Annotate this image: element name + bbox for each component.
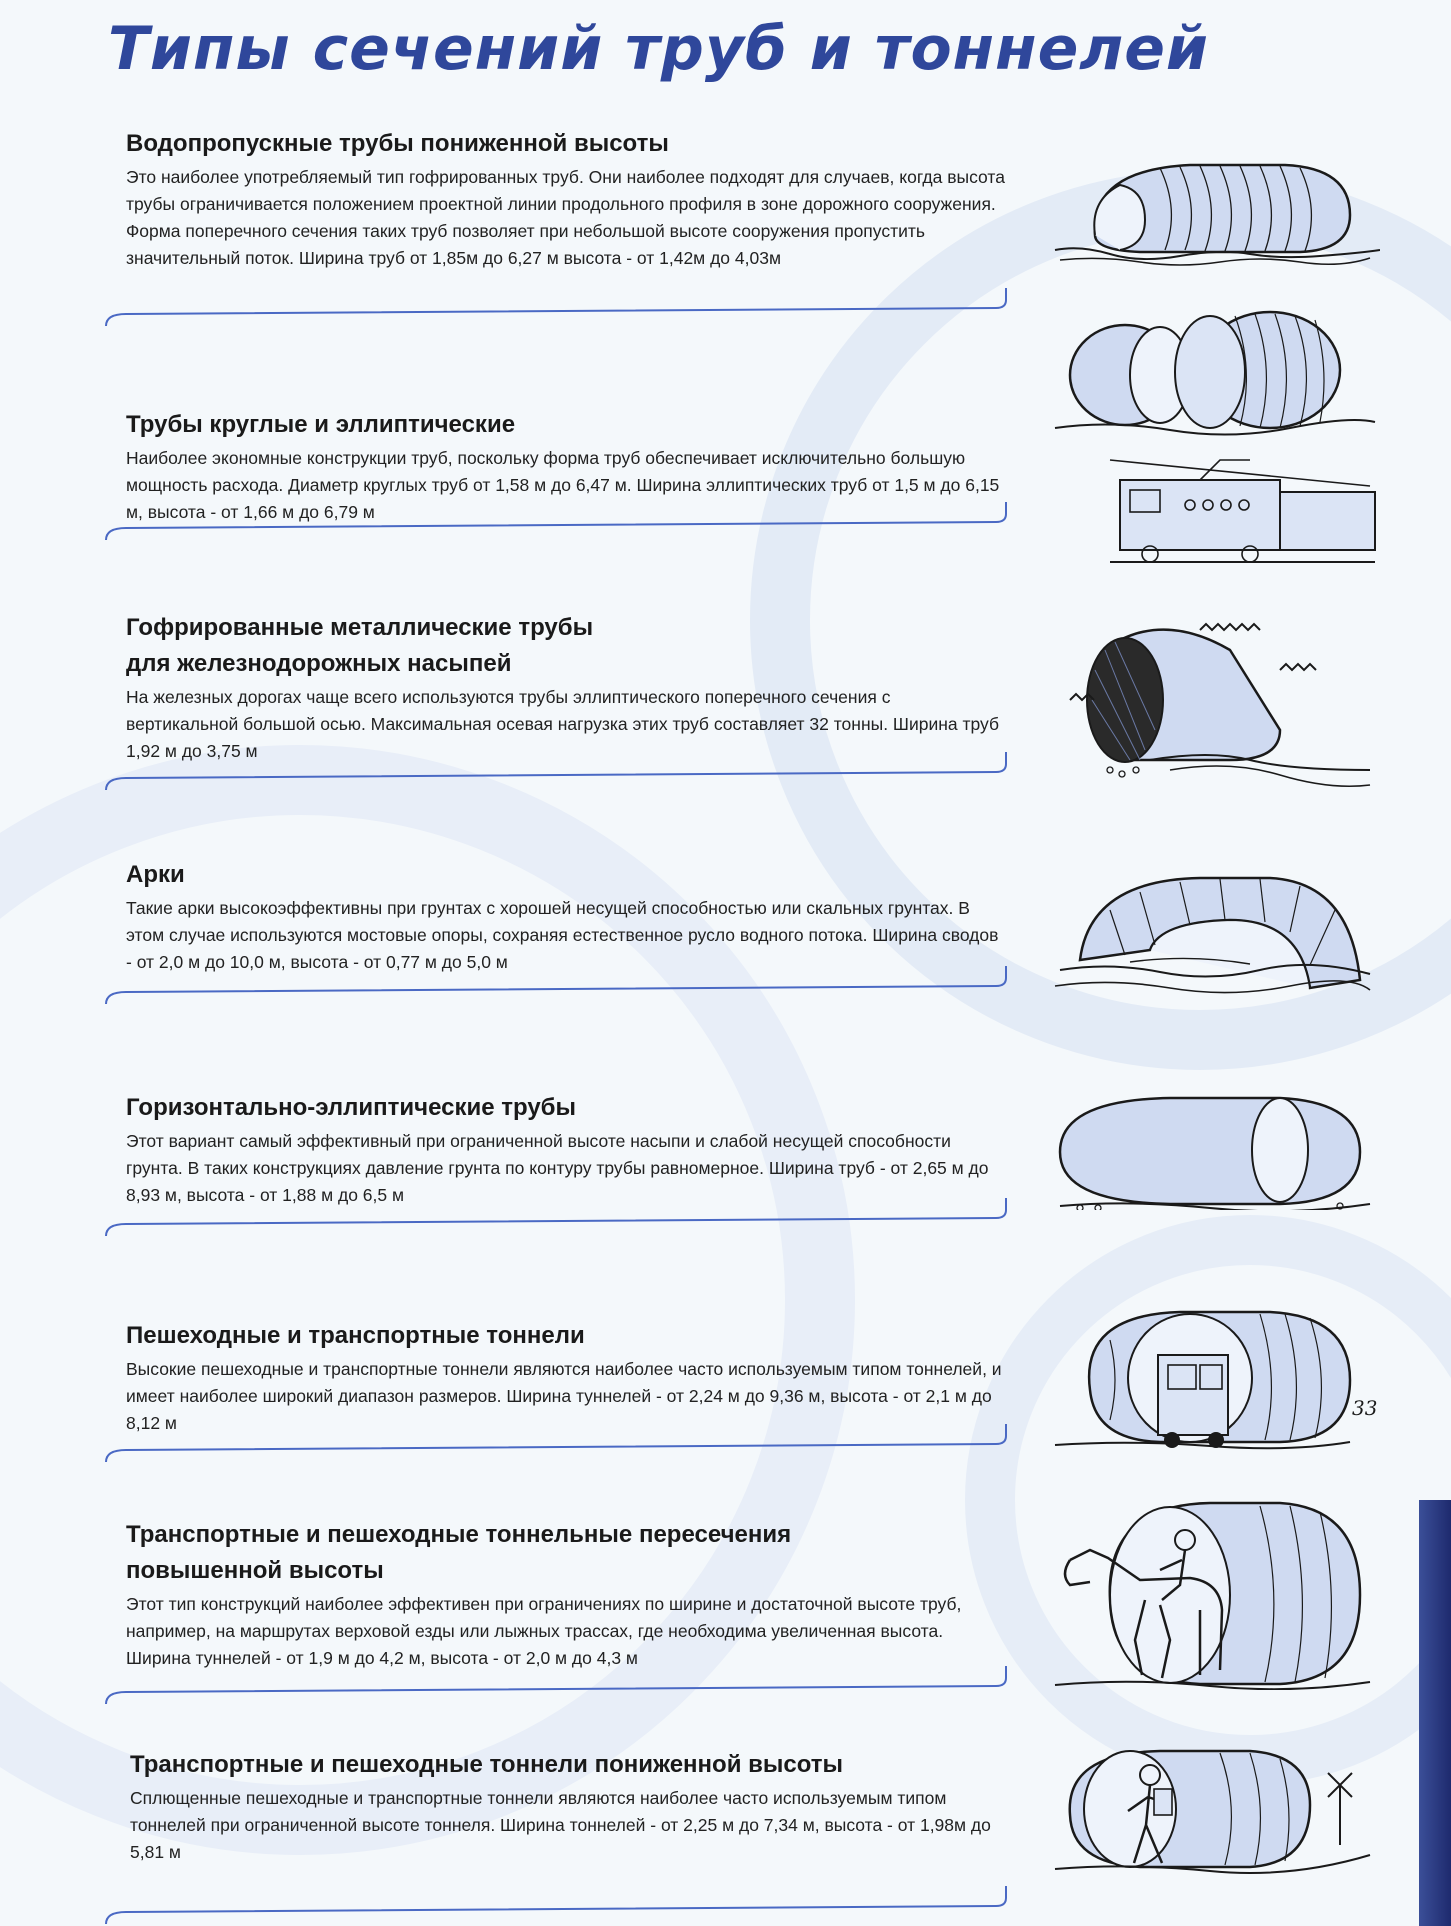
section-arches bbox=[126, 857, 1006, 976]
section-divider bbox=[104, 1664, 1010, 1706]
section-divider bbox=[104, 750, 1010, 792]
section-high-crossings bbox=[126, 1517, 1006, 1672]
section-low-tunnels bbox=[130, 1747, 1010, 1866]
section-title: Горизонтально-эллиптические трубы bbox=[126, 1094, 576, 1121]
section-title: Транспортные и пешеходные тоннельные пересечения повышенной высоты bbox=[126, 1521, 792, 1584]
truck-tunnel-icon bbox=[1050, 1300, 1380, 1450]
section-text: На железных дорогах чаще всего используются трубы эллиптического поперечного сечения с вертикальной большой осью. Максимальная осевая нагрузка этих труб составляет 32 тонны. Ширина труб 1,92 м до 3,75 м bbox=[126, 687, 1000, 761]
horse-rider-tunnel-icon bbox=[1050, 1500, 1380, 1690]
section-low-culverts bbox=[126, 126, 1006, 272]
section-title: Арки bbox=[126, 861, 185, 888]
section-text: Сплющенные пешеходные и транспортные тоннели являются наиболее часто используемым типом тоннелей при ограниченной высоте тоннеля. Ширина тоннелей - от 2,25 м до 7,34 м, высота - от 1,98м до 5,81 м bbox=[130, 1788, 991, 1862]
section-text: Этот вариант самый эффективный при ограниченной высоте насыпи и слабой несущей способности грунта. В таких конструкциях давление грунта по контуру трубы равномерное. Ширина труб - от 2,65 м до 8,93 м, высота - от 1,88 м до 6,5 м bbox=[126, 1131, 989, 1205]
section-text: Это наиболее употребляемый тип гофрированных труб. Они наиболее подходят для случаев, когда высота трубы ограничивается положением проектной линии продольного профиля в зоне дорожного сооружения. Форма поперечного сечения таких труб позволяет при небольшой высоте сооружения пропустить значительный поток. Ширина труб от 1,85м до 6,27 м высота - от 1,42м до 4,03м bbox=[126, 167, 1005, 268]
section-divider bbox=[104, 1196, 1010, 1238]
railway-pipe-icon bbox=[1050, 610, 1380, 790]
section-title: Трубы круглые и эллиптические bbox=[126, 411, 516, 438]
section-horizontal-elliptic bbox=[126, 1090, 1006, 1209]
section-divider bbox=[104, 1422, 1010, 1464]
section-pedestrian-transport-tunnels bbox=[126, 1318, 1006, 1437]
hiker-tunnel-icon bbox=[1050, 1745, 1380, 1875]
section-divider bbox=[104, 1884, 1010, 1926]
section-divider bbox=[104, 964, 1010, 1006]
section-title: Пешеходные и транспортные тоннели bbox=[126, 1322, 585, 1349]
page-edge-band bbox=[1419, 1500, 1451, 1926]
section-text: Высокие пешеходные и транспортные тоннели являются наиболее часто используемым типом тоннелей, и имеет наиболее широкий диапазон размеров. Ширина туннелей - от 2,24 м до 9,36 м, высота - от 2,1 м до 8,12 м bbox=[126, 1359, 1002, 1433]
page-number: 33 bbox=[1352, 1396, 1378, 1420]
section-text: Наиболее экономные конструкции труб, поскольку форма труб обеспечивает исключительно большую мощность расхода. Диаметр круглых труб от 1,58 м до 6,47 м. Ширина эллиптических труб от 1,5 м до 6,15 м, высота - от 1,66 м до 6,79 м bbox=[126, 448, 1000, 522]
section-divider bbox=[104, 500, 1010, 542]
section-title: Водопропускные трубы пониженной высоты bbox=[126, 130, 669, 157]
horizontal-elliptic-pipe-icon bbox=[1050, 1090, 1380, 1210]
low-culvert-icon bbox=[1050, 150, 1380, 270]
section-text: Такие арки высокоэффективны при грунтах с хорошей несущей способностью или скальных грунтах. В этом случае используются мостовые опоры, сохраняя естественное русло водного потока. Ширина сводов - от 2,0 м до 10,0 м, высота - от 0,77 м до 5,0 м bbox=[126, 898, 999, 972]
section-title: Гофрированные металлические трубы для железнодорожных насыпей bbox=[126, 614, 594, 677]
round-pipes-train-icon bbox=[1050, 310, 1380, 570]
section-railway-pipes bbox=[126, 610, 1006, 765]
arch-icon bbox=[1050, 870, 1380, 1000]
section-text: Этот тип конструкций наиболее эффективен при ограничениях по ширине и достаточной высоте труб, например, на маршрутах верховой езды или лыжных трассах, где необходима увеличенная высота. Ширина туннелей - от 1,9 м до 4,2 м, высота - от 2,0 м до 4,3 м bbox=[126, 1594, 962, 1668]
section-title: Транспортные и пешеходные тоннели пониженной высоты bbox=[130, 1751, 844, 1778]
section-divider bbox=[104, 286, 1010, 328]
page-title: Типы сечений труб и тоннелей bbox=[108, 14, 1209, 84]
